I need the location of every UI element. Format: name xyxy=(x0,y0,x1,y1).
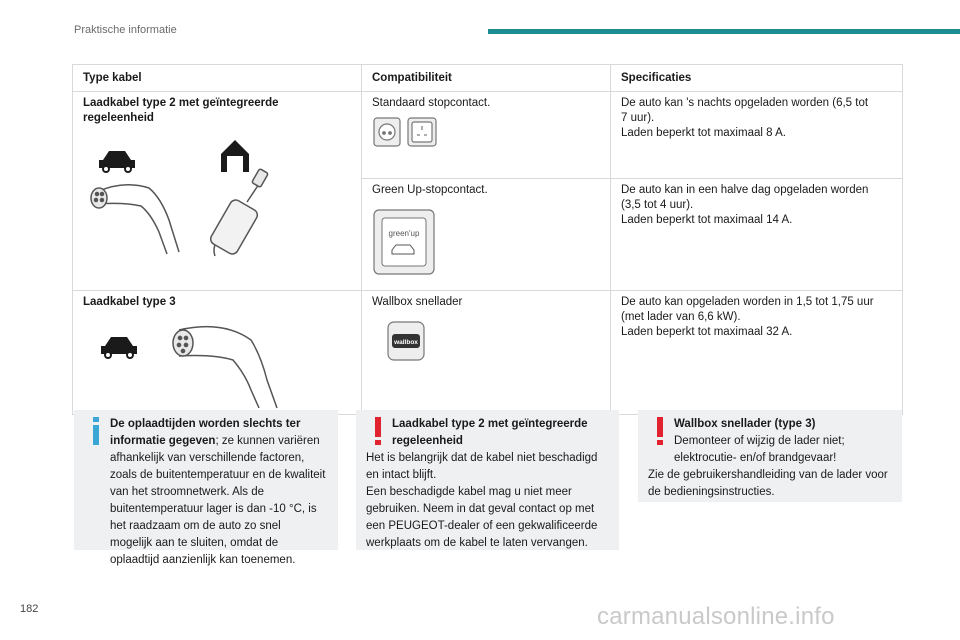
spec-line: De auto kan 's nachts opgeladen worden (6,5 tot xyxy=(621,97,869,109)
wallbox-icon xyxy=(388,322,424,360)
wallbox-note-line: Zie de gebruikershandleiding van de lader voor de bedieningsinstructies. xyxy=(648,469,888,498)
spec-line: De auto kan in een halve dag opgeladen worden xyxy=(621,184,869,196)
header-cable-type: Type kabel xyxy=(73,65,362,92)
standard-socket-illustration xyxy=(372,116,600,150)
control-box-cable-icon xyxy=(209,169,269,257)
table-header-row xyxy=(73,65,903,92)
spec-line: Laden beperkt tot maximaal 32 A. xyxy=(621,326,793,338)
type3-cable-illustration xyxy=(83,320,351,410)
warning-note-cable xyxy=(356,410,619,550)
cable-type3-label: Laadkabel type 3 xyxy=(83,296,176,308)
wallbox-illustration xyxy=(372,320,600,366)
wallbox-note-title: Wallbox snellader (type 3) xyxy=(674,418,816,430)
info-icon xyxy=(88,416,104,446)
header-specifications: Specificaties xyxy=(611,65,903,92)
cell-standard-spec xyxy=(611,92,903,179)
warning-icon xyxy=(652,416,668,446)
greenup-socket-illustration xyxy=(372,208,600,278)
warning-note-wallbox xyxy=(638,410,902,502)
watermark: carmanualsonline.info xyxy=(597,603,835,630)
wallbox-note-line: Demonteer of wijzig de lader niet; elektrocutie- en/of brandgevaar! xyxy=(674,435,845,464)
spec-line: De auto kan opgeladen worden in 1,5 tot 1,75 uur xyxy=(621,296,874,308)
car-icon xyxy=(101,337,137,358)
section-title: Praktische informatie xyxy=(74,24,177,36)
type2-plug-icon xyxy=(91,185,179,254)
standard-socket-label: Standaard stopcontact. xyxy=(372,97,491,109)
table-row xyxy=(73,92,903,179)
warning-note-line: Het is belangrijk dat de kabel niet beschadigd en intact blijft. xyxy=(366,452,598,481)
type2-cable-illustration xyxy=(83,140,351,260)
header-compatibility: Compatibiliteit xyxy=(362,65,611,92)
cable-type2-label: Laadkabel type 2 met geïntegreerde regeleenheid xyxy=(83,97,279,124)
spec-line: 7 uur). xyxy=(621,112,655,124)
car-icon xyxy=(99,151,135,172)
wallbox-logo-text: wallbox xyxy=(394,339,418,346)
greenup-socket-label: Green Up-stopcontact. xyxy=(372,184,488,196)
page-number: 182 xyxy=(20,603,39,615)
house-icon xyxy=(221,140,249,172)
header-accent-bar xyxy=(488,29,960,34)
warning-note-line: Een beschadigde kabel mag u niet meer gebruiken. Neem in dat geval contact op met een PEUGEOT-dealer of een gekwalificeerde werkplaats om de kabel te laten vervangen. xyxy=(366,486,598,549)
cell-greenup-spec xyxy=(611,179,903,291)
cell-greenup-socket xyxy=(362,179,611,291)
cell-type3-cable xyxy=(73,291,362,415)
spec-line: (3,5 tot 4 uur). xyxy=(621,199,694,211)
warning-note-title: Laadkabel type 2 met geïntegreerde regeleenheid xyxy=(392,418,588,447)
socket-icon xyxy=(374,118,436,146)
warning-icon xyxy=(370,416,386,446)
wallbox-label: Wallbox snellader xyxy=(372,296,463,308)
greenup-logo-text: green'up xyxy=(388,229,420,238)
spec-line: (met lader van 6,6 kW). xyxy=(621,311,741,323)
cell-wallbox-spec xyxy=(611,291,903,415)
cell-standard-socket xyxy=(362,92,611,179)
spec-line: Laden beperkt tot maximaal 14 A. xyxy=(621,214,793,226)
cell-type2-cable xyxy=(73,92,362,291)
info-note-text: ; ze kunnen variëren afhankelijk van verschillende factoren, zoals de buitentemperatuur en de kwaliteit van het stroomnetwerk. Als de buitentemperatuur lager is dan -10 °C, is het raadzaam om de auto zo snel mogelijk aan te sluiten, omdat de oplaadtijd aanzienlijk kan toenemen. xyxy=(110,435,326,566)
type3-plug-icon xyxy=(173,327,277,408)
info-note xyxy=(74,410,338,566)
cell-wallbox xyxy=(362,291,611,415)
charging-cable-table xyxy=(72,64,903,415)
info-note-bold: De oplaadtijden worden slechts ter informatie gegeven xyxy=(110,418,301,447)
spec-line: Laden beperkt tot maximaal 8 A. xyxy=(621,127,786,139)
greenup-socket-icon xyxy=(374,210,434,274)
table-row xyxy=(73,291,903,415)
